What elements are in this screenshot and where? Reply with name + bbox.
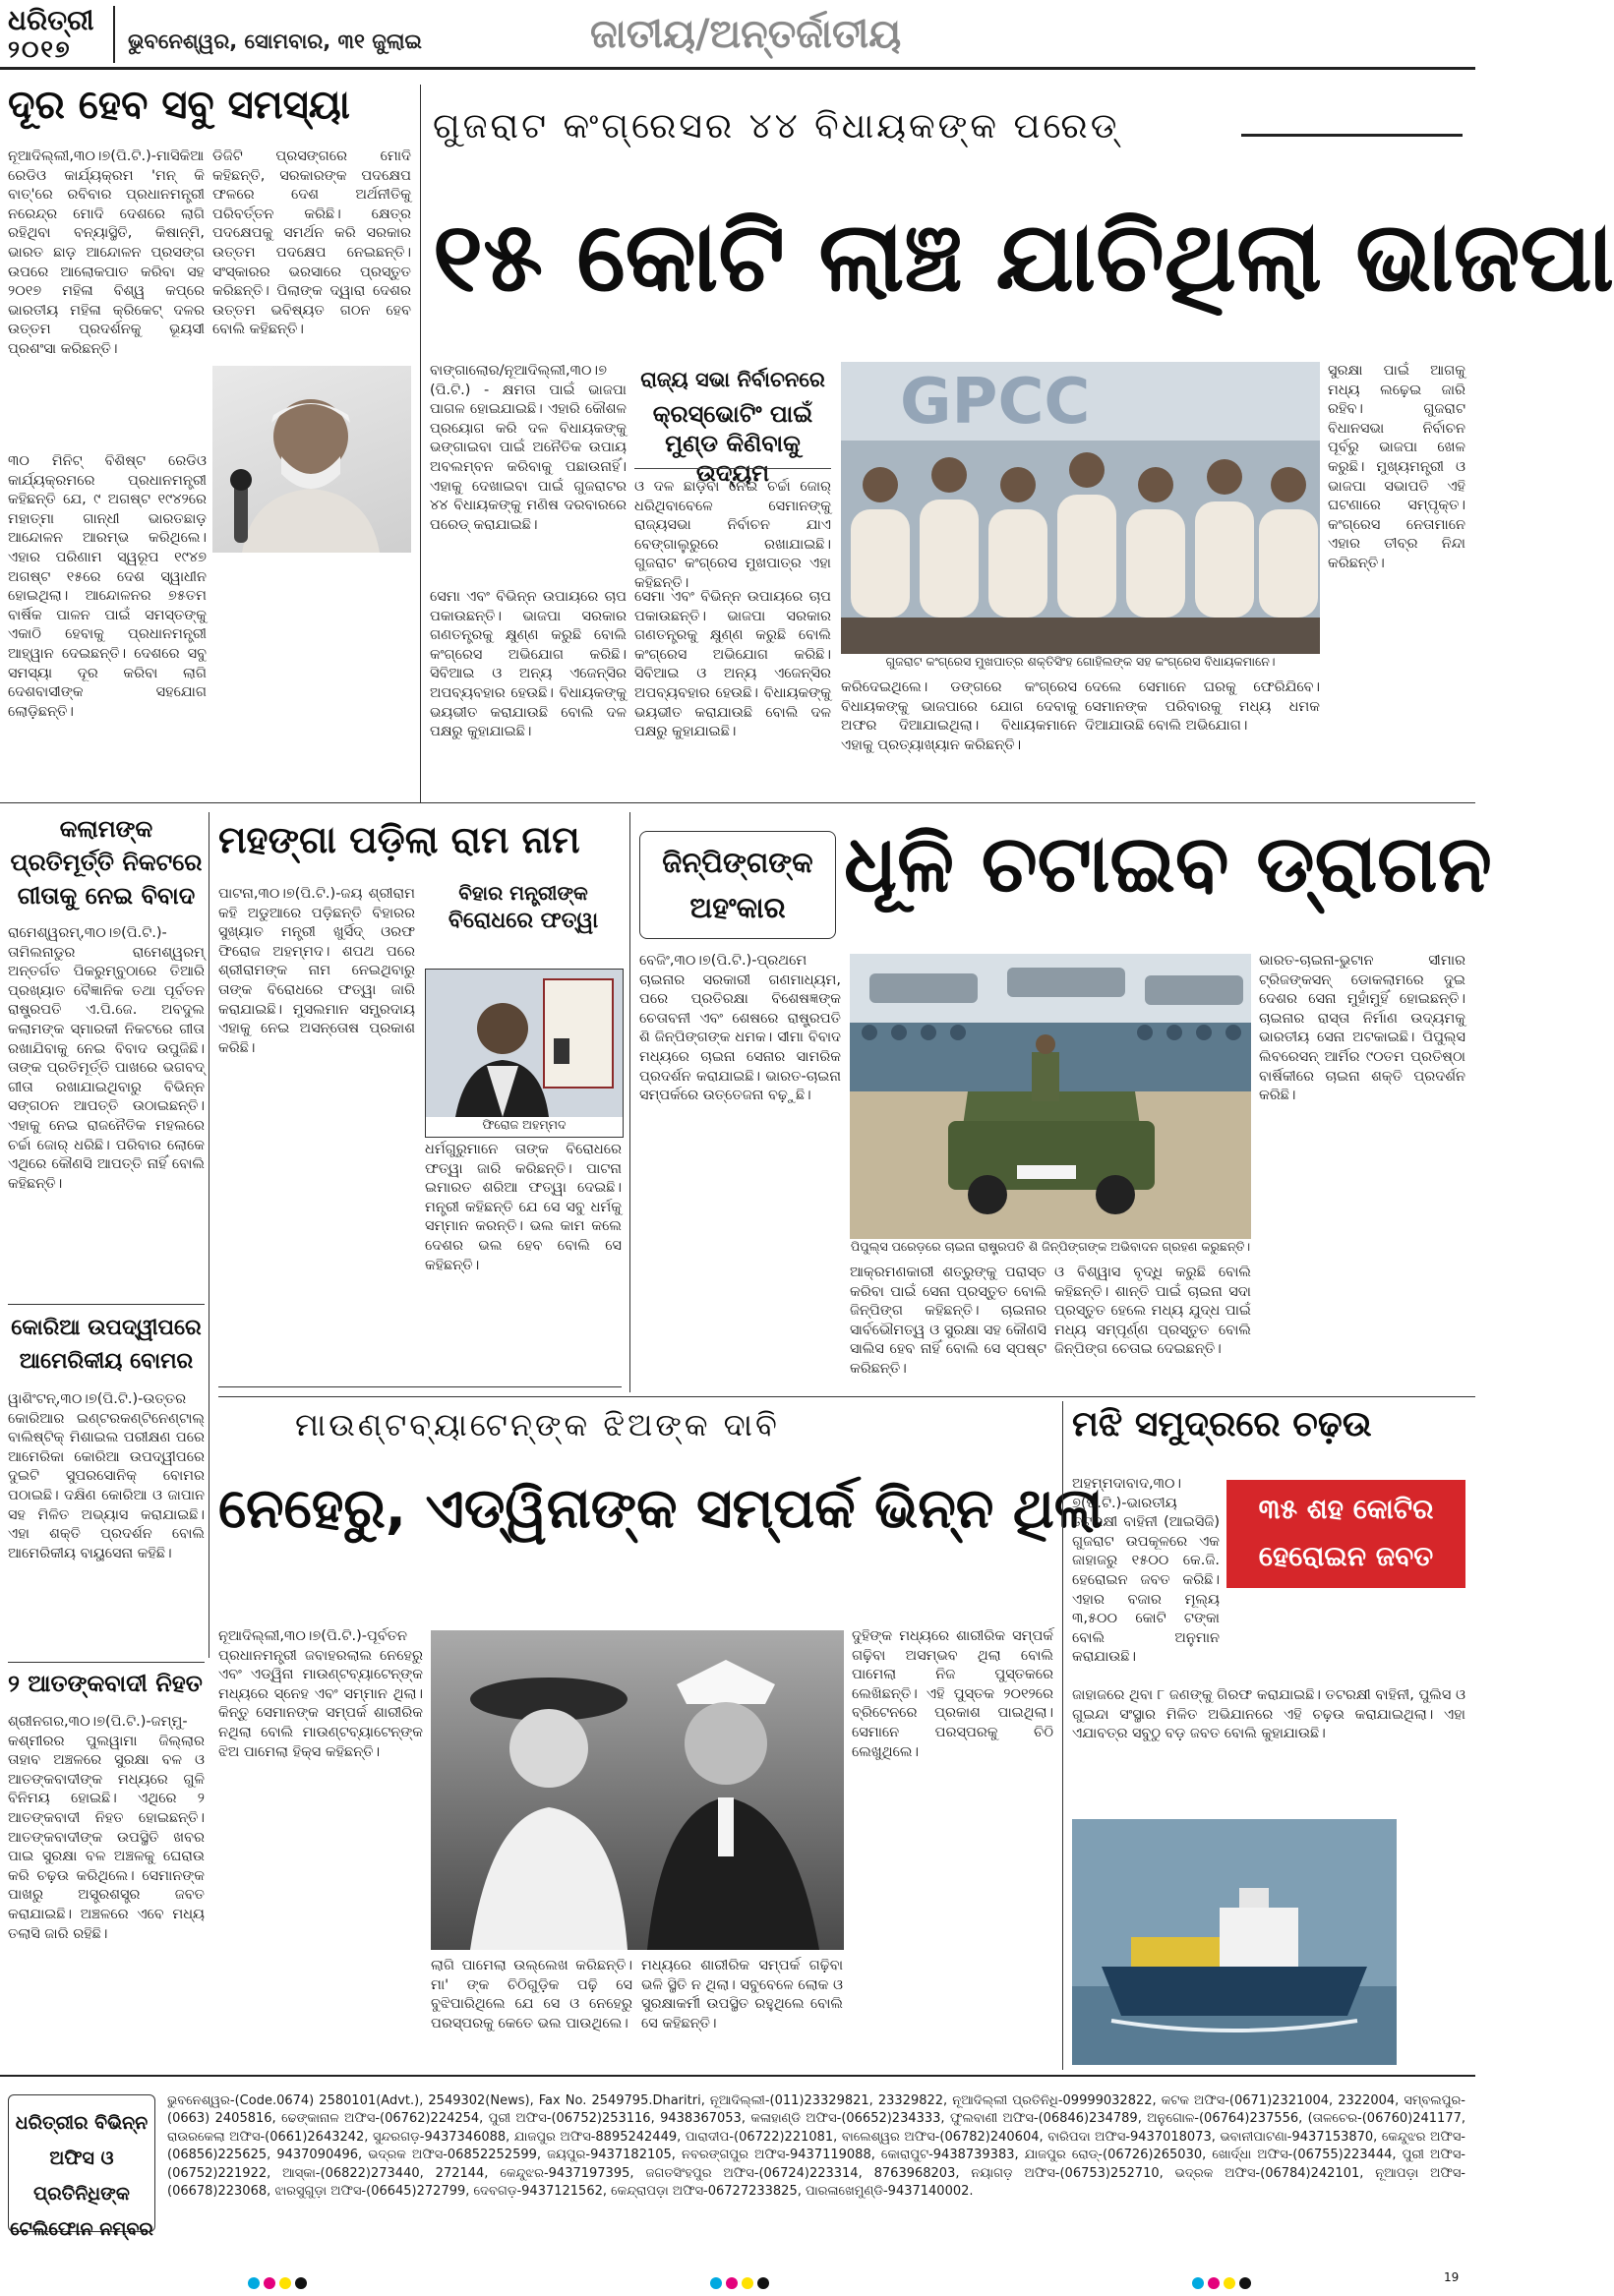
terror-headline: ୨ ଆତଙ୍କବାଦୀ ନିହତ: [8, 1670, 203, 1697]
gujarat-photo: [841, 362, 1320, 674]
registration-marks: [0, 2267, 1475, 2294]
modi-col-full: ୩୦ ମିନିଟ୍ ବିଶିଷ୍ଟ ରେଡିଓ କାର୍ଯ୍ୟକ୍ରମରେ ପ୍ରଧାନମନ୍ତ୍ରୀ କହିଛନ୍ତି ଯେ, ୯ ଅଗଷ୍ଟ ୧୯୪୨ରେ ମହାତ୍ମା ଗାନ୍ଧୀ ଭାରତଛାଡ଼ ଆନ୍ଦୋଳନ ଆରମ୍ଭ କରିଥିଲେ। ଏହାର ପରିଣାମ ସ୍ୱରୂପ ୧୯୪୭ ଅଗଷ୍ଟ ୧୫ରେ ଦେଶ ସ୍ୱାଧୀନ ହୋଇଥିଲା। ଆନ୍ଦୋଳନର ୭୫ତମ ବାର୍ଷିକ ପାଳନ ପାଇଁ ସମସ୍ତଙ୍କୁ ଏକାଠି ହେବାକୁ ପ୍ରଧାନମନ୍ତ୍ରୀ ଆହ୍ୱାନ ଦେଇଛନ୍ତି। ଦେଶରେ ସବୁ ସମସ୍ୟା ଦୂର କରିବା ଲାଗି ଦେଶବାସୀଙ୍କ ସହଯୋଗ ଲୋଡ଼ିଛନ୍ତି।: [8, 453, 207, 720]
registration-mark-1: [246, 2274, 309, 2293]
section-title: ଜାତୀୟ/ଅନ୍ତର୍ଜାତୀୟ: [590, 12, 902, 57]
ram-col-2: ଧର୍ମଗୁରୁମାନେ ତାଙ୍କ ବିରୋଧରେ ଫତ୍‌ୱା ଜାରି କରିଛନ୍ତି। ପାଟନା ଇମାରତ ଶରିଆ ଫତ୍‌ୱା ଦେଇଛି। ମନ୍ତ୍ରୀ କହିଛନ୍ତି ଯେ ସେ ସବୁ ଧର୍ମକୁ ସମ୍ମାନ କରନ୍ତି। ଭଲ କାମ କଲେ ଦେଶର ଭଲ ହେବ ବୋଲି ସେ କହିଛନ୍ତି।: [425, 1142, 622, 1273]
modi-col-2: ଡିଜିଟି ପ୍ରସଙ୍ଗରେ ମୋଦି କହିଛନ୍ତି, ସରକାରଙ୍କ ପଦକ୍ଷେପ ଫଳରେ ଦେଶ ଅର୍ଥନୀତିକୁ ପରିବର୍ତ୍ତନ କରିଛି। କ୍ଷେତ୍ର ପଦକ୍ଷେପକୁ ସମର୍ଥନ କରି ସରକାର ଉତ୍ତମ ପଦକ୍ଷେପ ନେଇଛନ୍ତି। ସଂସ୍କାରର ଭରସାରେ ପ୍ରସ୍ତୁତ କରିଛନ୍ତି। ପିଲାଙ୍କ ଦ୍ୱାରା ଦେଶର ଉତ୍ତମ ଭବିଷ୍ୟତ ଗଠନ ହେବ ବୋଲି କହିଛନ୍ତି।: [212, 148, 411, 338]
ram-photo: [425, 969, 624, 1138]
gujarat-col-5: ଦେଲେ ସେମାନେ ଘରକୁ ଫେରିଯିବେ। ସେମାନଙ୍କ ପରିବାରକୁ ମଧ୍ୟ ଧମକ ଦିଆଯାଉଛି ବୋଲି ଅଭିଯୋଗ।: [1085, 679, 1320, 735]
offices-text: ଭୁବନେଶ୍ୱର-(Code.0674) 2580101(Advt.), 2549302(News), Fax No. 2549795.Dharitri, ନୂଆଦିଲ୍ଲୀ-(011)23329821, 23329822, ନୂଆଦିଲ୍ଲୀ ପ୍ରତିନିଧି-09999032822, କଟକ ଅଫିସ-(0671)2321004, 2322004, ସମ୍ବଲପୁର-(0663) 2405816, ଢେଙ୍କାନାଳ ଅଫିସ-(06762)224254, ପୁରୀ ଅଫିସ-(06752)253116, 9438367053, କଳାହାଣ୍ଡି ଅଫିସ-(06652)234333, ଫୁଲବାଣୀ ଅଫିସ-(06846)234789, ଅନୁଗୋଳ-(06764)237556, (ତାଳଚେର-(06760)241177, ରାଉରକେଲା ଅଫିସ-(0661)2643242, ସୁନ୍ଦରଗଡ଼-9437346088, ଯାଜପୁର ଅଫିସ-8895242449, ପାରାଦୀପ-(06722)221081, ବାଲେଶ୍ୱର ଅଫିସ-(06782)240604, ବାରିପଦା ଅଫିସ-9437018073, ଭବାନୀପାଟଣା-9437153870, କେନ୍ଦୁଝର ଅଫିସ-(06856)225625, 9437090496, ଭଦ୍ରକ ଅଫିସ-06852252599, ଜୟପୁର-9437182105, ନବରଙ୍ଗପୁର ଅଫିସ-9437119088, କୋରାପୁଟ-9438739383, ଯାଜପୁର ରୋଡ୍-(06726)265030, ଖୋର୍ଦ୍ଧା ଅଫିସ-(06755)223444, ପୁରୀ ଅଫିସ-(06752)221922, ଆସ୍କା-(06822)273440, 272144, କେନ୍ଦୁଝର-9437197395, ଜଗତସିଂହପୁର ଅଫିସ-(06724)223314, 8763968203, ନୟାଗଡ଼ ଅଫିସ-(06753)252710, ଭଦ୍ରକ ଅଫିସ-(06784)242101, ନୂଆପଡ଼ା ଅଫିସ-(06678)223068, ଝାରସୁଗୁଡ଼ା ଅଫିସ-(06645)272799, ଦେବଗଡ଼-9437121562, କେନ୍ଦ୍ରାପଡ଼ା ଅଫିସ-06727233825, ପାରଳାଖେମୁଣ୍ଡି-9437140002.: [167, 2093, 1465, 2200]
gujarat-col-4: କରିଦେଇଥିଲେ। ଡଙ୍ଗରେ କଂଗ୍ରେସ ବିଧାୟକଙ୍କୁ ଭାଜପାରେ ଯୋଗ ଦେବାକୁ ଅଫର ଦିଆଯାଇଥିଲା। ବିଧାୟକମାନେ ଏହାକୁ ପ୍ରତ୍ୟାଖ୍ୟାନ କରିଛନ୍ତି।: [841, 679, 1077, 753]
registration-mark-3: [1190, 2274, 1253, 2293]
heroin-photo: [1072, 1819, 1397, 2065]
gujarat-headline: ୧୫ କୋଟି ଲାଞ୍ଚ ଯାଚିଥିଲା ଭାଜପା: [433, 202, 1614, 314]
portrait-icon: [212, 366, 411, 553]
gujarat-subhead-box: [634, 362, 831, 591]
masthead: [0, 0, 1475, 69]
kalam-body: ରାମେଶ୍ୱରମ୍,୩୦।୭(ପି.ଟି.)-ତାମିଲନାଡୁର ରାମେଶ୍ୱରମ୍ ଅନ୍ତର୍ଗତ ପିକରୁମ୍ବୁଠାରେ ତିଆରି ପ୍ରଖ୍ୟାତ ବୈଜ୍ଞାନିକ ତଥା ପୂର୍ବତନ ରାଷ୍ଟ୍ରପତି ଏ.ପି.ଜେ. ଅବଦୁଲ କଲାମଙ୍କ ସ୍ମାରକୀ ନିକଟରେ ଗୀତା ରଖାଯିବାକୁ ନେଇ ବିବାଦ ଉପୁଜିଛି। ତାଙ୍କ ପ୍ରତିମୂର୍ତ୍ତି ପାଖରେ ଭଗବଦ୍ ଗୀତା ରଖାଯାଇଥିବାରୁ ବିଭିନ୍ନ ସଙ୍ଗଠନ ଆପତ୍ତି ଉଠାଇଛନ୍ତି। ଏହାକୁ ନେଇ ରାଜନୈତିକ ମହଲରେ ଚର୍ଚ୍ଚା ଜୋର୍ ଧରିଛି। ପରିବାର ଲୋକେ ଏଥିରେ କୌଣସି ଆପତ୍ତି ନାହିଁ ବୋଲି କହିଛନ୍ତି।: [8, 925, 205, 1192]
gujarat-col-2b: ସେମା ଏବଂ ବିଭିନ୍ନ ଉପାୟରେ ଚାପ ପକାଉଛନ୍ତି। ଭାଜପା ସରକାର ଗଣତନ୍ତ୍ରକୁ କ୍ଷୁଣ୍ଣ କରୁଛି ବୋଲି କଂଗ୍ରେସ ଅଭିଯୋଗ କରିଛି। ସିବିଆଇ ଓ ଅନ୍ୟ ଏଜେନ୍ସିର ଅପବ୍ୟବହାର ହେଉଛି। ବିଧାୟକଙ୍କୁ ଭୟଭୀତ କରାଯାଉଛି ବୋଲି ଦଳ ପକ୍ଷରୁ କୁହାଯାଇଛି।: [634, 589, 831, 740]
china-photo-caption: ପିପୁଲ୍ସ ପରେଡ଼ରେ ଚାଇନା ରାଷ୍ଟ୍ରପତି ଶି ଜିନ୍‌ପିଙ୍ଗଙ୍କ ଅଭିବାଦନ ଗ୍ରହଣ କରୁଛନ୍ତି।: [850, 1239, 1251, 1259]
heroin-body-1: ଅହମ୍ମଦାବାଦ,୩୦।୭(ପି.ଟି.)-ଭାରତୀୟ ତଟରକ୍ଷୀ ବାହିନୀ (ଆଇସିଜି) ଗୁଜରାଟ ଉପକୂଳରେ ଏକ ଜାହାଜରୁ ୧୫୦୦ କେ.ଜି. ହେରୋଇନ ଜବତ କରିଛି। ଏହାର ବଜାର ମୂଲ୍ୟ ୩,୫୦୦ କୋଟି ଟଙ୍କା ବୋଲି ଅନୁମାନ କରାଯାଉଛି।: [1072, 1476, 1220, 1666]
modi-col-1: ନୂଆଦିଲ୍ଲୀ,୩୦।୭(ପି.ଟି.)-ମାସିକିଆ ରେଡିଓ କାର୍ଯ୍ୟକ୍ରମ 'ମନ୍ କି ବାତ୍'ରେ ରବିବାର ପ୍ରଧାନମନ୍ତ୍ରୀ ନରେନ୍ଦ୍ର ମୋଦି ଦେଶରେ ଲାଗି ରହିଥିବା ବନ୍ୟାସ୍ଥିତି, କିଷାନ୍ମି, ଭାରତ ଛାଡ଼ ଆନ୍ଦୋଳନ ପ୍ରସଙ୍ଗ ଉପରେ ଆଲୋକପାତ କରିବା ସହ ୨୦୧୭ ମହିଳା ବିଶ୍ୱ କପ୍‌ରେ ଭାରତୀୟ ମହିଳା କ୍ରିକେଟ୍ ଦଳର ଉତ୍ତମ ପ୍ରଦର୍ଶନକୁ ଭୂୟସୀ ପ୍ରଶଂସା କରିଛନ୍ତି।: [8, 148, 205, 357]
china-kicker-box: [639, 831, 836, 939]
china-col-2: ଭାରତ-ଚାଇନା-ଭୁଟାନ ସୀମାର ଟ୍ରିଜଙ୍କସନ୍ ଡୋକଲାମରେ ଦୁଇ ଦେଶର ସେନା ମୁହାଁମୁହିଁ ହୋଇଛନ୍ତି। ଚାଇନାର ରାସ୍ତା ନିର୍ମାଣ ଉଦ୍ୟମକୁ ଭାରତୀୟ ସେନା ଅଟକାଇଛି। ପିପୁଲ୍ସ ଲିବରେସନ୍ ଆର୍ମିର ୯୦ତମ ପ୍ରତିଷ୍ଠା ବାର୍ଷିକୀରେ ଚାଇନା ଶକ୍ତି ପ୍ରଦର୍ଶନ କରିଛି।: [1259, 953, 1465, 1104]
korea-body: ୱାଶିଂଟନ୍,୩୦।୭(ପି.ଟି.)-ଉତ୍ତର କୋରିଆର ଇଣ୍ଟରକଣ୍ଟିନେଣ୍ଟାଲ୍ ବାଲିଷ୍ଟିକ୍ ମିଶାଇଲ ପରୀକ୍ଷଣ ପରେ ଆମେରିକା କୋରିଆ ଉପଦ୍ୱୀପରେ ଦୁଇଟି ସୁପରସୋନିକ୍ ବୋମର ପଠାଇଛି। ଦକ୍ଷିଣ କୋରିଆ ଓ ଜାପାନ ସହ ମିଳିତ ଅଭ୍ୟାସ କରାଯାଇଛି। ଏହା ଶକ୍ତି ପ୍ରଦର୍ଶନ ବୋଲି ଆମେରିକୀୟ ବାୟୁସେନା କହିଛି।: [8, 1391, 205, 1561]
ship-photo-icon: [1072, 1819, 1397, 2065]
ram-sub-kicker: ବିହାର ମନ୍ତ୍ରୀଙ୍କ: [458, 881, 588, 905]
china-col-1: ବେଜିଂ,୩୦।୭(ପି.ଟି.)-ପ୍ରଥମେ ଚାଇନାର ସରକାରୀ ଗଣମାଧ୍ୟମ, ପରେ ପ୍ରତିରକ୍ଷା ବିଶେଷଜ୍ଞଙ୍କ ଚେତାବନୀ ଏବଂ ଶେଷରେ ରାଷ୍ଟ୍ରପତି ଶି ଜିନ୍‌ପିଙ୍ଗଙ୍କ ଧମକ। ସୀମା ବିବାଦ ମଧ୍ୟରେ ଚାଇନା ସେନାର ସାମରିକ ପ୍ରଦର୍ଶନ କରାଯାଇଛି। ଭାରତ-ଚାଇନା ସମ୍ପର୍କରେ ଉତ୍ତେଜନା ବଢ଼ୁଛି।: [639, 953, 841, 1104]
korea-headline: କୋରିଆ ଉପଦ୍ୱୀପରେ ଆମେରିକୀୟ ବୋମର: [11, 1316, 202, 1374]
offices-label: ଧରିତ୍ରୀର ବିଭିନ୍ନ ଅଫିସ ଓ ପ୍ରତିନିଧିଙ୍କ ଟେଲିଫୋନ ନମ୍ବର: [10, 2112, 153, 2240]
china-headline: ଧୂଳି ଚଟାଇବ ଡ୍ରାଗନ: [844, 818, 1492, 910]
modi-headline: ଦୂର ହେବ ସବୁ ସମସ୍ୟା: [8, 83, 350, 128]
nehru-col-4: ମଧ୍ୟରେ ଶାରୀରିକ ସମ୍ପର୍କ ଗଢ଼ିବା ଭଳି ସ୍ଥିତି ନ ଥିଲା। ସବୁବେଳେ ଲୋକ ଓ ସୁରକ୍ଷାକର୍ମୀ ଉପସ୍ଥିତ ରହୁଥିଲେ ବୋଲି ସେ କହିଛନ୍ତି।: [641, 1958, 843, 2031]
heroin-banner-text: ୩୫ ଶହ କୋଟିର ହେରୋଇନ ଜବତ: [1258, 1493, 1434, 1572]
svg-text:GPCC: GPCC: [900, 366, 1091, 439]
military-parade-icon: [850, 954, 1251, 1239]
china-kicker: ଜିନ୍‌ପିଙ୍ଗଙ୍କ ଅହଂକାର: [662, 846, 813, 924]
offices-label-box: [8, 2094, 155, 2240]
heroin-headline: ମଝି ସମୁଦ୍ରରେ ଚଢ଼ଉ: [1072, 1404, 1372, 1444]
terror-body: ଶ୍ରୀନଗର,୩୦।୭(ପି.ଟି.)-ଜମ୍ମୁ-କଶ୍ମୀରର ପୁଲୱାମା ଜିଲ୍ଲାର ତାହାବ ଅଞ୍ଚଳରେ ସୁରକ୍ଷା ବଳ ଓ ଆତଙ୍କବାଦୀଙ୍କ ମଧ୍ୟରେ ଗୁଳି ବିନିମୟ ହୋଇଛି। ଏଥିରେ ୨ ଆତଙ୍କବାଦୀ ନିହତ ହୋଇଛନ୍ତି। ଆତଙ୍କବାଦୀଙ୍କ ଉପସ୍ଥିତି ଖବର ପାଇ ସୁରକ୍ଷା ବଳ ଅଞ୍ଚଳକୁ ଘେରାଉ କରି ଚଢ଼ଉ କରିଥିଲେ। ସେମାନଙ୍କ ପାଖରୁ ଅସ୍ତ୍ରଶସ୍ତ୍ର ଜବତ କରାଯାଇଛି। ଅଞ୍ଚଳରେ ଏବେ ମଧ୍ୟ ତଲାସି ଜାରି ରହିଛି।: [8, 1714, 205, 1942]
gujarat-kicker: ଗୁଜରାଟ କଂଗ୍ରେସର ୪୪ ବିଧାୟକଙ୍କ ପରେଡ୍: [433, 106, 1120, 147]
ram-headline: ମହଙ୍ଗା ପଡ଼ିଲା ରାମ ନାମ: [218, 818, 580, 861]
ram-col-1: ପାଟନା,୩୦।୭(ପି.ଟି.)-ଜୟ ଶ୍ରୀରାମ କହି ଅଡୁଆରେ ପଡ଼ିଛନ୍ତି ବିହାରର ସୁଖ୍ୟାତ ମନ୍ତ୍ରୀ ଖୁର୍ସିଦ୍ ଓରଫ ଫିରୋଜ ଅହମ୍ମଦ। ଶପଥ ପରେ ଶ୍ରୀରାମଙ୍କ ନାମ ନେଇଥିବାରୁ ତାଙ୍କ ବିରୋଧରେ ଫତ୍‌ୱା ଜାରି କରାଯାଇଛି। ମୁସଲମାନ ସମ୍ପ୍ରଦାୟ ଏହାକୁ ନେଇ ଅସନ୍ତୋଷ ପ୍ରକାଶ କରିଛି।: [218, 886, 415, 1056]
minister-photo-icon: [426, 970, 623, 1117]
logo-year: ୨୦୧୭: [8, 34, 72, 63]
gujarat-col-2: ସେମା ଏବଂ ବିଭିନ୍ନ ଉପାୟରେ ଚାପ ପକାଉଛନ୍ତି। ଭାଜପା ସରକାର ଗଣତନ୍ତ୍ରକୁ କ୍ଷୁଣ୍ଣ କରୁଛି ବୋଲି କଂଗ୍ରେସ ଅଭିଯୋଗ କରିଛି। ସିବିଆଇ ଓ ଅନ୍ୟ ଏଜେନ୍ସିର ଅପବ୍ୟବହାର ହେଉଛି। ବିଧାୟକଙ୍କୁ ଭୟଭୀତ କରାଯାଉଛି ବୋଲି ଦଳ ପକ୍ଷରୁ କୁହାଯାଇଛି।: [430, 589, 627, 740]
gujarat-col-3: ଓ ଦଳ ଛାଡ଼ିବା ନେଇ ଚର୍ଚ୍ଚା ଜୋର୍ ଧରିଥିବାବେଳେ ସେମାନଙ୍କୁ ରାଜ୍ୟସଭା ନିର୍ବାଚନ ଯାଏ ବେଙ୍ଗାଲୁରୁରେ ରଖାଯାଇଛି। ଗୁଜରାଟ କଂଗ୍ରେସ ମୁଖପାତ୍ର ଏହା କହିଛନ୍ତି।: [634, 479, 831, 591]
dateline: ଭୁବନେଶ୍ୱର, ସୋମବାର, ୩୧ ଜୁଲାଇ: [128, 29, 422, 53]
kalam-headline: କଲାମଙ୍କ ପ୍ରତିମୂର୍ତ୍ତି ନିକଟରେ ଗୀତାକୁ ନେଇ ବିବାଦ: [10, 815, 203, 910]
page-number: 19: [1444, 2270, 1460, 2284]
china-col-3: ଆକ୍ରମଣକାରୀ ଶତ୍ରୁଙ୍କୁ ପରାସ୍ତ କରିବା ପାଇଁ ସେନା ପ୍ରସ୍ତୁତ ବୋଲି ଜିନ୍‌ପିଙ୍ଗ କହିଛନ୍ତି। ଚାଇନାର ସାର୍ବଭୌମତ୍ୱ ଓ ସୁରକ୍ଷା ସହ କୌଣସି ସାଲିସ ହେବ ନାହିଁ ବୋଲି ସେ ସ୍ପଷ୍ଟ କରିଛନ୍ତି।: [850, 1265, 1046, 1377]
ram-subhead-box: [425, 879, 622, 968]
nehru-col-1: ନୂଆଦିଲ୍ଲୀ,୩୦।୭(ପି.ଟି.)-ପୂର୍ବତନ ପ୍ରଧାନମନ୍ତ୍ରୀ ଜବାହରଲାଲ ନେହେରୁ ଏବଂ ଏଡ୍‌ୱିନା ମାଉଣ୍ଟବ୍ୟାଟେନ୍‌ଙ୍କ ମଧ୍ୟରେ ସ୍ନେହ ଏବଂ ସମ୍ମାନ ଥିଲା। କିନ୍ତୁ ସେମାନଙ୍କ ସମ୍ପର୍କ ଶାରୀରିକ ନଥିଲା ବୋଲି ମାଉଣ୍ଟବ୍ୟାଟେନ୍‌ଙ୍କ ଝିଅ ପାମେଲା ହିକ୍‌ସ କହିଛନ୍ତି।: [218, 1628, 423, 1760]
masthead-logo: [8, 6, 106, 67]
heroin-body-2: ଜାହାଜରେ ଥିବା ୮ ଜଣଙ୍କୁ ଗିରଫ କରାଯାଇଛି। ତଟରକ୍ଷୀ ବାହିନୀ, ପୁଲିସ ଓ ଗୁଇନ୍ଦା ସଂସ୍ଥାର ମିଳିତ ଅଭିଯାନରେ ଏହି ଚଢ଼ଉ କରାଯାଇଥିଲା। ଏହା ଏଯାବତ୍‌ର ସବୁଠୁ ବଡ଼ ଜବତ ବୋଲି କୁହାଯାଉଛି।: [1072, 1687, 1465, 1742]
gujarat-sub-kicker: ରାଜ୍ୟ ସଭା ନିର୍ବାଚନରେ: [640, 368, 825, 391]
gujarat-sub-headline: କ୍ରସ୍‌ଭୋଟିଂ ପାଇଁ ମୁଣ୍ଡ କିଣିବାକୁ ଉଦ୍ୟମ: [652, 400, 813, 487]
china-col-4: ଓ ବିଶ୍ୱାସ ବୃଦ୍ଧି କରୁଛି ବୋଲି କହିଛନ୍ତି। ଶାନ୍ତି ପାଇଁ ଚାଇନା ସଦା ପ୍ରସ୍ତୁତ ହେଲେ ମଧ୍ୟ ଯୁଦ୍ଧ ପାଇଁ ମଧ୍ୟ ସମ୍ପୂର୍ଣ୍ଣ ପ୍ରସ୍ତୁତ ବୋଲି ଜିନ୍‌ପିଙ୍ଗ ଚେତାଇ ଦେଇଛନ୍ତି।: [1054, 1265, 1251, 1358]
ram-sub-headline: ବିରୋଧରେ ଫତ୍‌ୱା: [448, 909, 599, 933]
nehru-kicker: ମାଉଣ୍ଟବ୍ୟାଟେନ୍‌ଙ୍କ ଝିଅଙ୍କ ଦାବି: [295, 1406, 780, 1443]
gujarat-col-6: ସୁରକ୍ଷା ପାଇଁ ଆଗକୁ ମଧ୍ୟ ଲଢ଼େଇ ଜାରି ରହିବ। ଗୁଜରାଟ ବିଧାନସଭା ନିର୍ବାଚନ ପୂର୍ବରୁ ଭାଜପା ଖେଳ କରୁଛି। ମୁଖ୍ୟମନ୍ତ୍ରୀ ଓ ଭାଜପା ସଭାପତି ଏହି ଘଟଣାରେ ସମ୍ପୃକ୍ତ। କଂଗ୍ରେସ ନେତାମାନେ ଏହାର ତୀବ୍ର ନିନ୍ଦା କରିଛନ୍ତି।: [1328, 363, 1465, 571]
china-photo: [850, 954, 1251, 1259]
ram-photo-caption: ଫିରୋଜ ଅହମ୍ମଦ: [426, 1117, 623, 1137]
nehru-headline: ନେହେରୁ, ଏଡ୍‌ୱିନାଙ୍କ ସମ୍ପର୍କ ଭିନ୍ନ ଥିଲା: [218, 1477, 1104, 1541]
nehru-col-2: ଦୁହିଙ୍କ ମଧ୍ୟରେ ଶାରୀରିକ ସମ୍ପର୍କ ଗଢ଼ିବା ଅସମ୍ଭବ ଥିଲା ବୋଲି ପାମେଲା ନିଜ ପୁସ୍ତକରେ ଲେଖିଛନ୍ତି। ଏହି ପୁସ୍ତକ ୨୦୧୨ରେ ବ୍ରିଟେନରେ ପ୍ରକାଶ ପାଇଥିଲା। ସେମାନେ ପରସ୍ପରକୁ ଚିଠି ଲେଖୁଥିଲେ।: [852, 1628, 1053, 1760]
mla-group-photo-icon: [841, 362, 1320, 674]
gujarat-photo-caption: ଗୁଜରାଟ କଂଗ୍ରେସ ମୁଖପାତ୍ର ଶକ୍ତିସିଂହ ଗୋହିଲଙ୍କ ସହ କଂଗ୍ରେସ ବିଧାୟକମାନେ।: [841, 654, 1320, 674]
nehru-photo: [431, 1630, 844, 1950]
heroin-banner: [1226, 1480, 1465, 1588]
registration-mark-2: [708, 2274, 771, 2293]
modi-photo: [212, 366, 411, 553]
logo-text: ଧରିତ୍ରୀ: [8, 4, 94, 36]
nehru-edwina-photo-icon: [431, 1630, 844, 1950]
nehru-col-3: ଲାଗି ପାମେଲା ଉଲ୍ଲେଖ କରିଛନ୍ତି। ମା' ଙ୍କ ଚିଠିଗୁଡ଼ିକ ପଢ଼ି ସେ ବୁଝିପାରିଥିଲେ ଯେ ସେ ଓ ନେହେରୁ ପରସ୍ପରକୁ କେତେ ଭଲ ପାଉଥିଲେ।: [431, 1958, 632, 2031]
gujarat-col-1: ବାଙ୍ଗାଲୋର/ନୂଆଦିଲ୍ଲୀ,୩୦।୭ (ପି.ଟି.) - କ୍ଷମତା ପାଇଁ ଭାଜପା ପାଗଳ ହୋଇଯାଇଛି। ଏହାରି କୌଶଳ ପ୍ରୟୋଗ କରି ଦଳ ବିଧାୟକଙ୍କୁ ଭଙ୍ଗାଇବା ପାଇଁ ଅନୈତିକ ଉପାୟ ଅବଲମ୍ବନ କରିବାକୁ ପଛାଉନାହିଁ। ଏହାକୁ ଦେଖାଇବା ପାଇଁ ଗୁଜରାଟର ୪୪ ବିଧାୟକଙ୍କୁ ମଣିଷ ଦରବାରରେ ପରେଡ୍ କରାଯାଇଛି।: [430, 363, 627, 533]
